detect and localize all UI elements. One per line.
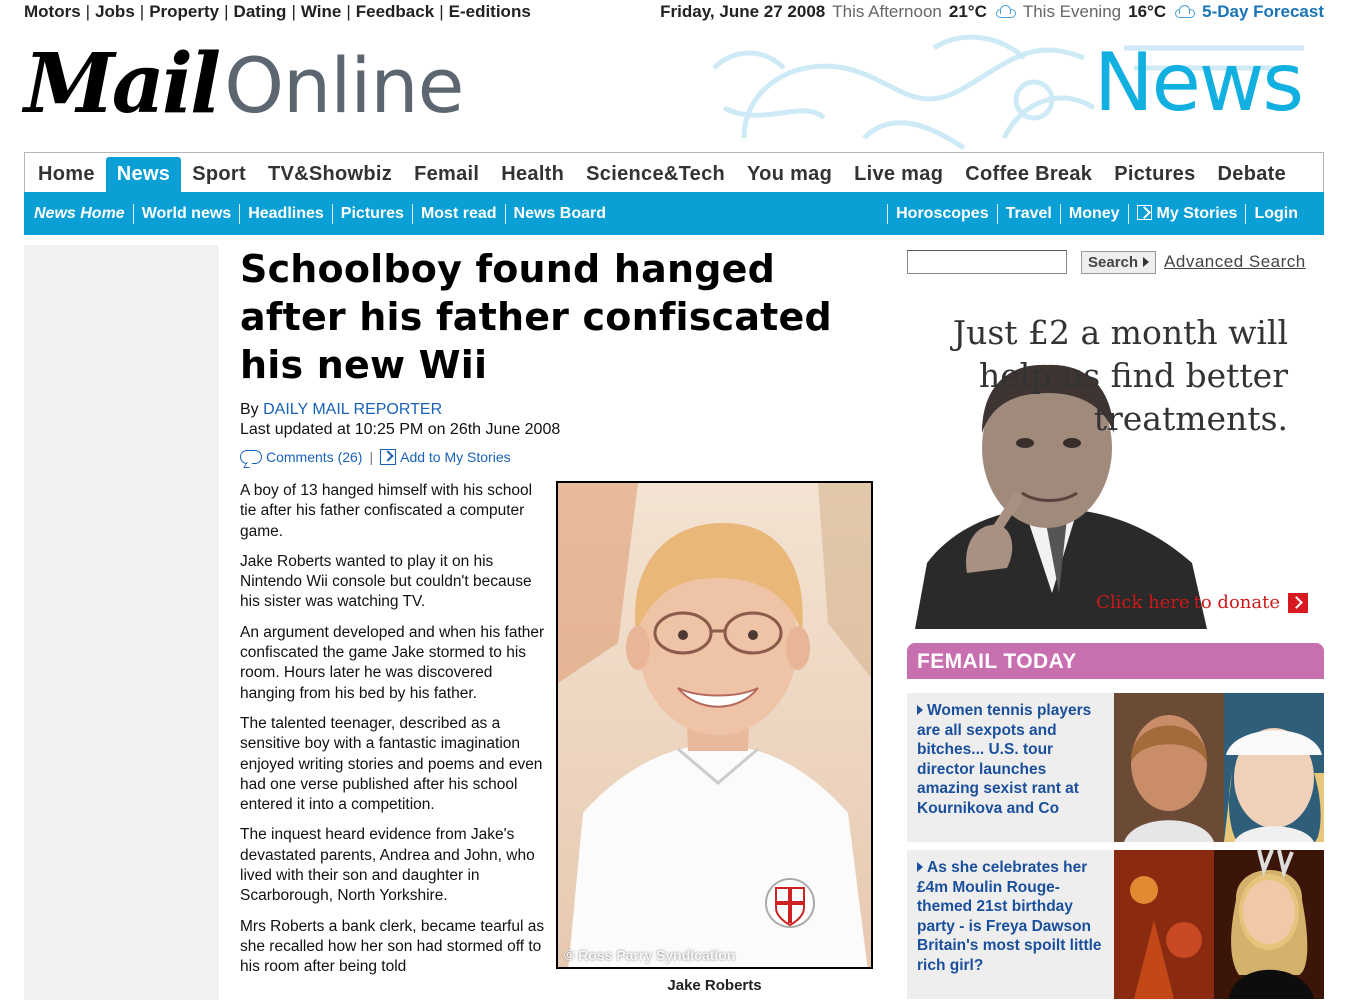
nav-tab-live-mag[interactable]: Live mag [854, 162, 944, 185]
article-paragraph: A boy of 13 hanged himself with his school tie after his father confiscated a computer game. [240, 482, 533, 540]
afternoon-label: This Afternoon [832, 2, 942, 21]
article-headline: Schoolboy found hanged after his father confiscated his new Wii [240, 247, 832, 387]
femail-today-heading [907, 643, 1324, 679]
separator: | [346, 2, 351, 21]
party-photo [1114, 850, 1324, 999]
nav-tab-you-mag[interactable]: You mag [747, 162, 833, 185]
sub-nav-left [34, 204, 614, 224]
search-input[interactable] [907, 250, 1067, 274]
search-button[interactable] [1081, 251, 1156, 274]
femail-story-title: Women tennis players are all sexpots and bitches... U.S. tour director launches amazing sexist rant at Kournikova and Co [917, 702, 1092, 817]
nav-tab-sport[interactable]: Sport [192, 162, 246, 185]
nav-tab-coffee-break[interactable]: Coffee Break [965, 162, 1093, 185]
sub-nav [24, 192, 1324, 235]
my-stories-icon [1137, 205, 1152, 220]
subnav-label: My Stories [1156, 204, 1238, 222]
charity-advert[interactable] [907, 293, 1324, 629]
femail-story-title: As she celebrates her £4m Moulin Rouge-themed 21st birthday party - is Freya Dawson Britain's most spoilt little rich girl? [917, 859, 1102, 974]
subnav-travel[interactable] [997, 204, 1060, 224]
subnav-headlines[interactable]: Headlines [239, 204, 332, 224]
current-date: Friday, June 27 2008 [660, 2, 826, 21]
search-bar [907, 245, 1324, 279]
site-logo[interactable] [24, 36, 463, 132]
utility-link-dating[interactable]: Dating [233, 2, 287, 21]
utility-link-property[interactable]: Property [149, 2, 220, 21]
last-updated: Last updated at 10:25 PM on 26th June 2008 [240, 421, 561, 438]
nav-tab-tv-showbiz[interactable]: TV&Showbiz [267, 162, 393, 185]
nav-tab-femail[interactable]: Femail [414, 162, 480, 185]
separator: | [369, 449, 374, 465]
femail-story-image[interactable] [1114, 850, 1324, 999]
article [240, 245, 880, 994]
nav-tab-debate[interactable]: Debate [1217, 162, 1287, 185]
separator: | [291, 2, 296, 21]
article-paragraph: Jake Roberts wanted to play it on his Nintendo Wii console but couldn't because his sister was watching TV. [240, 552, 532, 611]
femail-story-image[interactable] [1114, 693, 1324, 842]
utility-link-wine[interactable]: Wine [300, 2, 342, 21]
right-column [907, 245, 1324, 999]
subnav-label: Money [1068, 204, 1120, 222]
photo-credit: © Ross Parry Syndication [564, 947, 736, 963]
utility-links [24, 2, 531, 22]
donate-link[interactable] [1096, 592, 1308, 613]
article-paragraph: Mrs Roberts a bank clerk, became tearful as she recalled how her son had stormed off to his room after being told [240, 917, 545, 976]
subnav-pictures[interactable]: Pictures [332, 204, 412, 224]
separator: | [439, 2, 444, 21]
femail-story-link[interactable] [907, 850, 1114, 999]
advanced-search-link[interactable]: Advanced Search [1164, 252, 1306, 271]
photo-caption: Jake Roberts [667, 977, 762, 994]
separator: | [224, 2, 229, 21]
nav-tab-pictures[interactable]: Pictures [1114, 162, 1196, 185]
evening-temp: 16°C [1128, 2, 1167, 21]
femail-story[interactable] [907, 693, 1324, 842]
tennis-players-photo [1114, 693, 1324, 842]
add-to-stories-link[interactable]: Add to My Stories [400, 449, 511, 465]
subnav-news-board[interactable]: News Board [505, 204, 614, 224]
subnav-horoscopes[interactable] [887, 204, 996, 224]
utility-link-motors[interactable]: Motors [24, 2, 81, 21]
logo-online: Online [224, 41, 464, 130]
add-stories-icon[interactable] [380, 449, 396, 465]
section-title: News [1093, 36, 1302, 129]
subnav-login[interactable] [1245, 204, 1306, 224]
femail-heading-text: FEMAIL TODAY [917, 650, 1077, 673]
subnav-label: Login [1254, 204, 1298, 222]
afternoon-temp: 21°C [948, 2, 987, 21]
utility-link-e-editions[interactable]: E-editions [448, 2, 531, 21]
author-link[interactable]: DAILY MAIL REPORTER [263, 401, 443, 418]
advert-line-3: treatments. [1093, 399, 1288, 438]
search-button-label: Search [1088, 253, 1139, 271]
evening-label: This Evening [1022, 2, 1122, 21]
article-body [240, 481, 545, 988]
cloud-icon [994, 6, 1016, 18]
article-paragraph: The talented teenager, described as a sensitive boy with a fantastic imagination enjoyed writing stories and poems and even had one verse published after his school entered it into a competition. [240, 714, 543, 814]
subnav-my-stories[interactable] [1128, 204, 1246, 224]
article-paragraph: An argument developed and when his father confiscated the game Jake stormed to his room. Hours later he was discovered hanging from his bed by his father. [240, 623, 545, 702]
advert-line-1: Just £2 a month will [952, 313, 1288, 352]
arrow-right-icon [1288, 593, 1308, 613]
nav-tab-science-tech[interactable]: Science&Tech [586, 162, 726, 185]
left-column [24, 245, 219, 1000]
arrow-right-icon [1143, 257, 1149, 267]
separator: | [85, 2, 91, 21]
subnav-money[interactable] [1060, 204, 1128, 224]
utility-bar [24, 0, 1324, 24]
nav-tab-news[interactable]: News [106, 157, 181, 193]
femail-story-link[interactable] [907, 693, 1114, 842]
nav-tab-home[interactable]: Home [38, 162, 95, 185]
donate-link-prefix: Click here [1096, 592, 1190, 613]
byline [240, 401, 880, 419]
separator: | [139, 2, 145, 21]
comment-icon[interactable] [240, 450, 262, 464]
sub-nav-right [887, 204, 1306, 224]
advert-text [953, 311, 1288, 440]
forecast-link[interactable]: 5-Day Forecast [1202, 2, 1324, 21]
comments-link[interactable]: Comments (26) [266, 449, 363, 465]
subnav-label: Travel [1005, 204, 1052, 222]
subnav-world-news[interactable]: World news [133, 204, 240, 224]
arrow-right-icon [917, 862, 923, 872]
weather-strip [660, 2, 1324, 22]
logo-mail: Mail [24, 36, 219, 132]
femail-story[interactable] [907, 850, 1324, 999]
byline-prefix: By [240, 401, 259, 418]
cloud-icon [1173, 6, 1195, 18]
nav-tab-health[interactable]: Health [501, 162, 565, 185]
article-paragraph: The inquest heard evidence from Jake's devastated parents, Andrea and John, who lived with their son and daughter in Scarborough, North Yorkshire. [240, 826, 535, 905]
article-photo[interactable] [556, 481, 873, 969]
advert-line-2: help us find better [979, 356, 1288, 395]
utility-link-feedback[interactable]: Feedback [355, 2, 435, 21]
arrow-right-icon [917, 705, 923, 715]
subnav-label: Horoscopes [896, 204, 989, 222]
masthead [24, 28, 1324, 150]
subnav-most-read[interactable]: Most read [412, 204, 505, 224]
main-nav [24, 152, 1324, 192]
donate-link-suffix: to donate [1193, 592, 1280, 613]
article-tools [240, 449, 880, 465]
utility-link-jobs[interactable]: Jobs [95, 2, 135, 21]
subnav-news-home[interactable]: News Home [34, 204, 125, 222]
photo-illustration [558, 483, 873, 969]
